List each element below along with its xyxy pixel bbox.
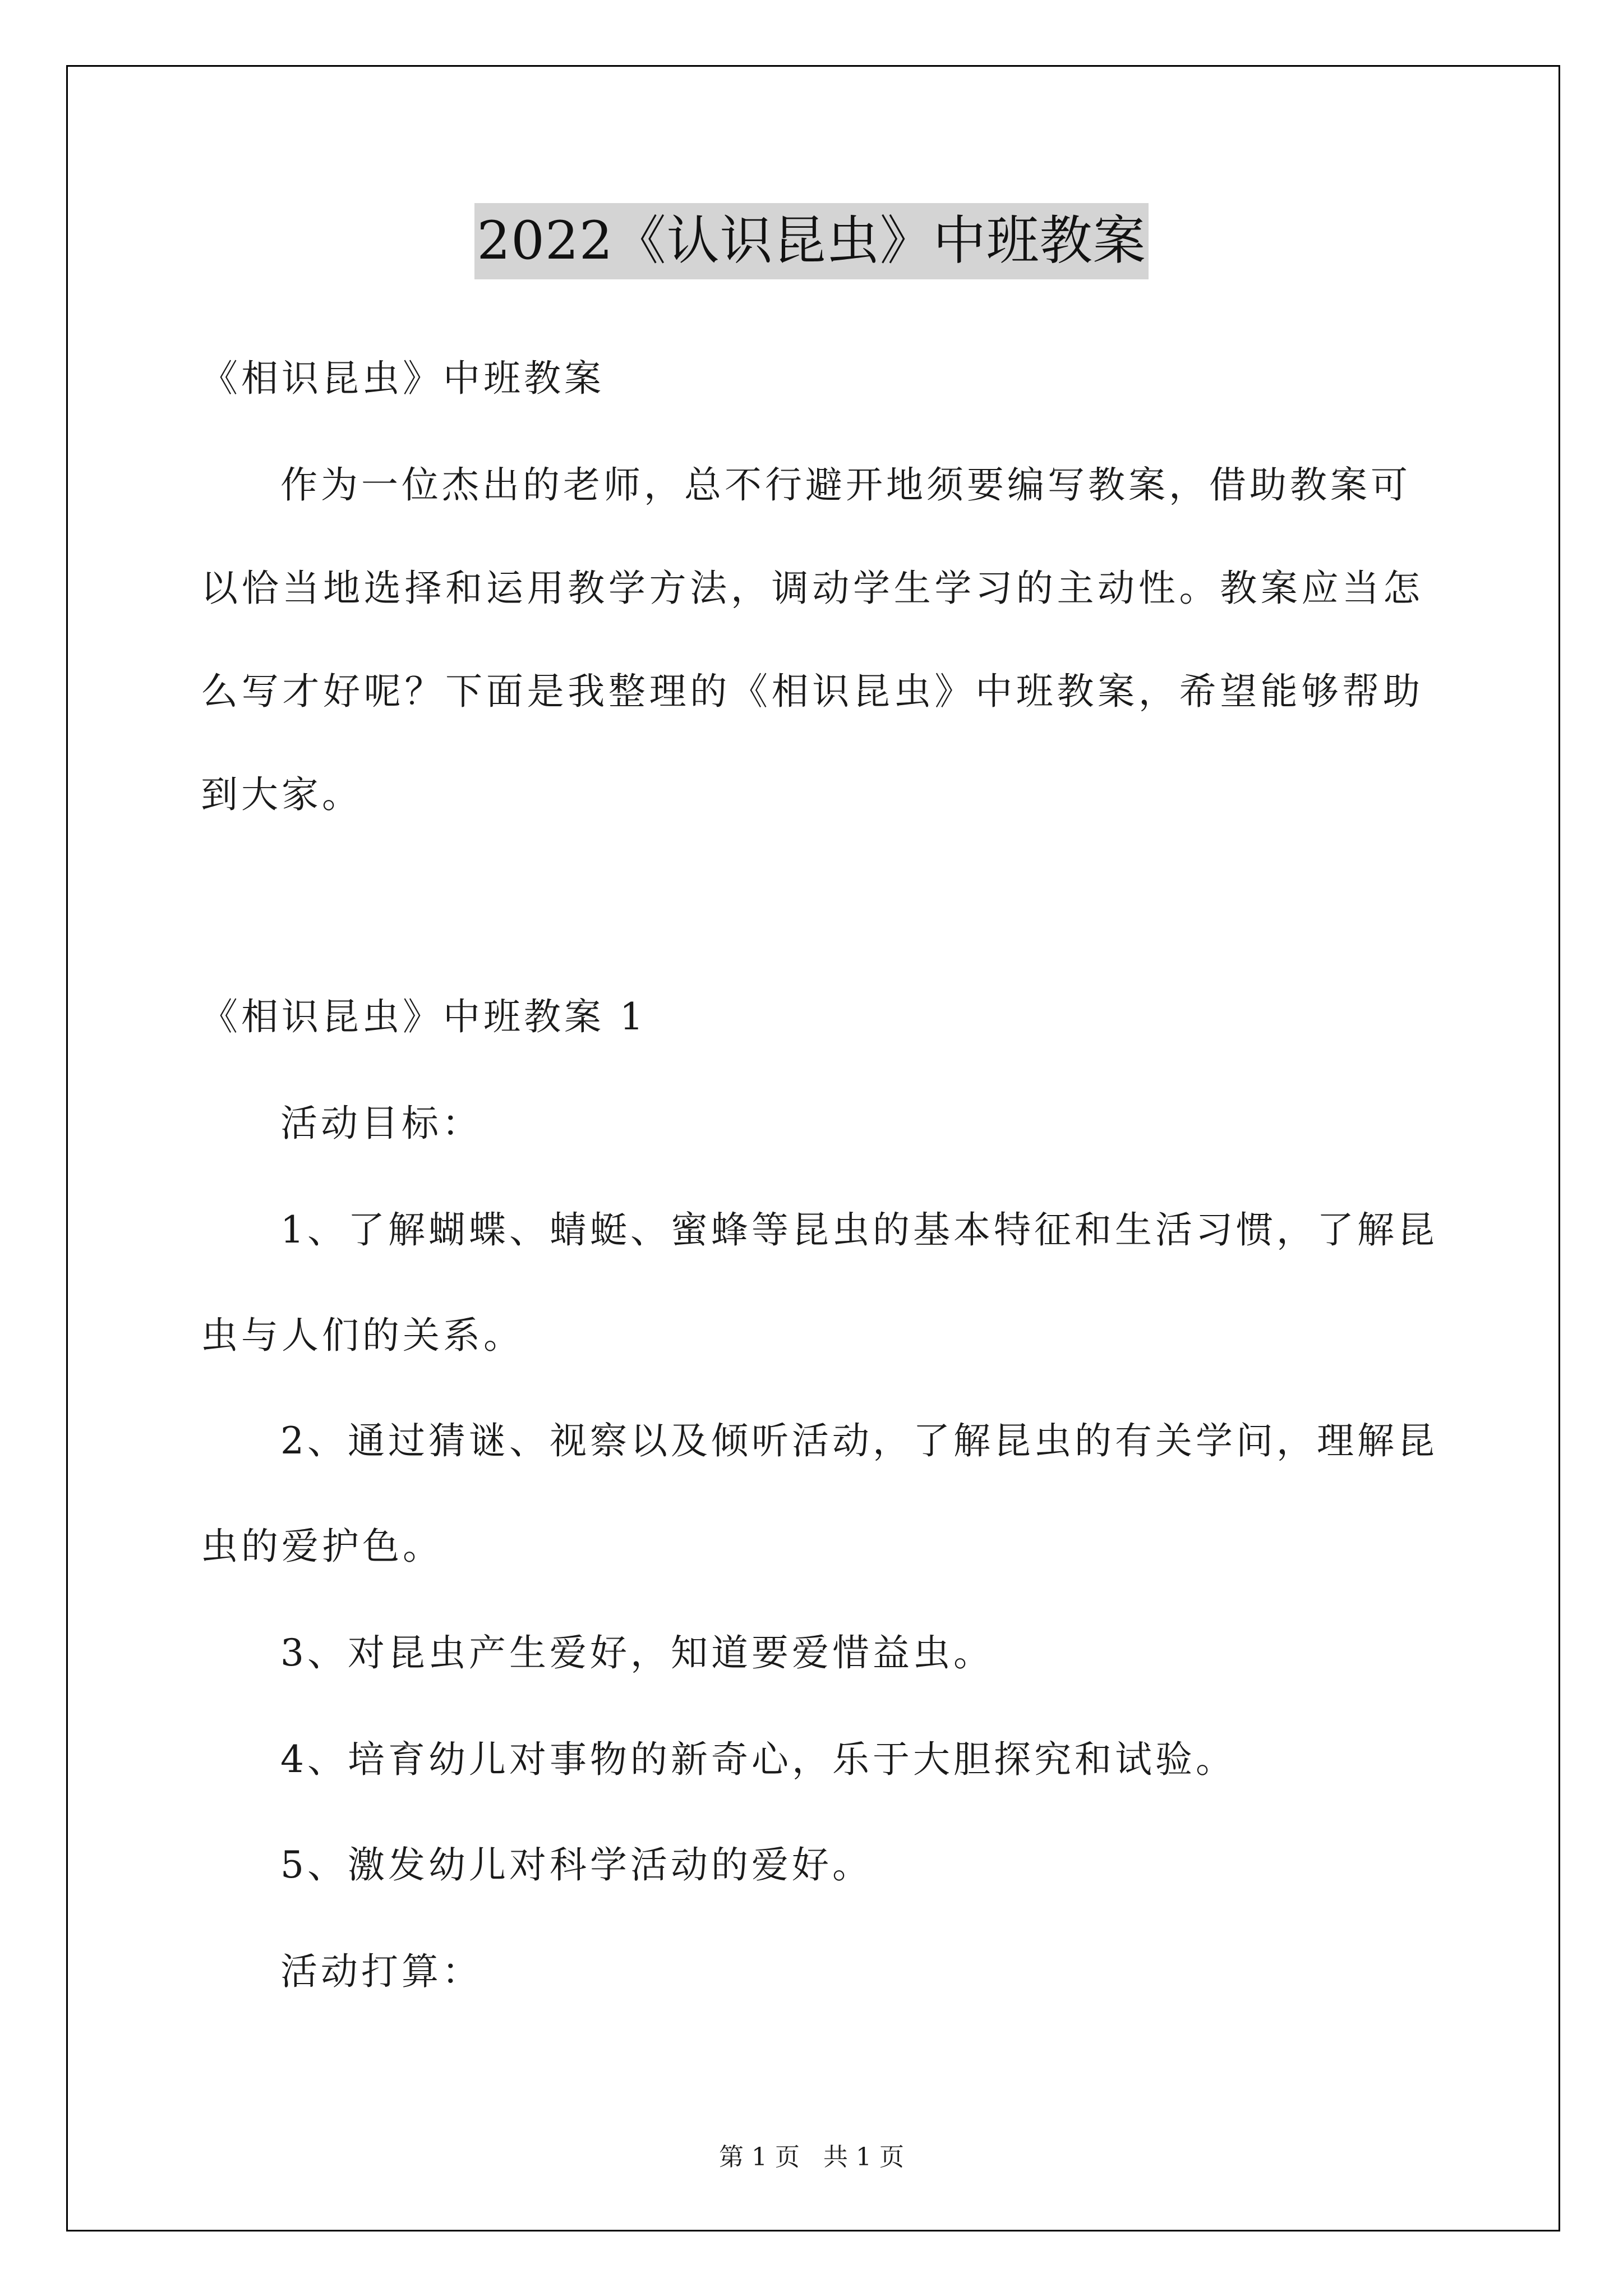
list-item-continuation: 虫的爱护色。	[201, 1525, 443, 1568]
list-item: 5、激发幼儿对科学活动的爱好。	[280, 1843, 873, 1887]
paragraph-line: 到大家。	[201, 773, 362, 816]
page-footer: 第 1 页 共 1 页	[719, 2143, 904, 2171]
document-title: 2022《认识昆虫》中班教案	[474, 203, 1148, 279]
section-heading: 《相识昆虫》中班教案 1	[201, 995, 647, 1038]
paragraph-line: 以恰当地选择和运用教学方法，调动学生学习的主动性。教案应当怎	[201, 567, 1423, 610]
list-item: 3、对昆虫产生爱好，知道要爱惜益虫。	[280, 1631, 994, 1674]
list-item: 1、了解蝴蝶、蜻蜓、蜜蜂等昆虫的基本特征和生活习惯，了解昆	[280, 1208, 1438, 1251]
paragraph-line: 作为一位杰出的老师，总不行避开地须要编写教案，借助教案可	[280, 463, 1411, 507]
section-heading: 《相识昆虫》中班教案	[201, 357, 605, 400]
list-item: 4、培育幼儿对事物的新奇心，乐于大胆探究和试验。	[280, 1738, 1236, 1781]
subheading: 活动目标：	[280, 1102, 482, 1145]
title-container	[0, 203, 1623, 279]
subheading: 活动打算：	[280, 1950, 482, 1993]
list-item-continuation: 虫与人们的关系。	[201, 1314, 524, 1357]
paragraph-line: 么写才好呢？下面是我整理的《相识昆虫》中班教案，希望能够帮助	[201, 670, 1423, 713]
list-item: 2、通过猜谜、视察以及倾听活动，了解昆虫的有关学问，理解昆	[280, 1419, 1438, 1462]
